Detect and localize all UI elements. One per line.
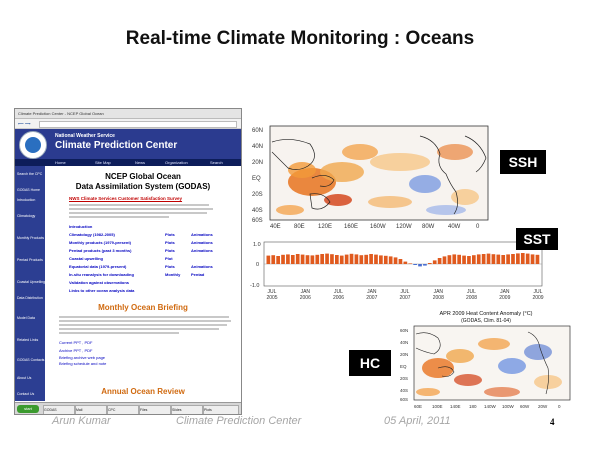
sst-bar [467, 256, 471, 264]
sst-x-label: JAN 2006 [299, 289, 311, 300]
sst-bar [394, 257, 398, 264]
product-link[interactable]: Pentad products (past 3 months) [69, 248, 132, 253]
sst-bar [482, 254, 486, 264]
hc-lat-label: 40N [400, 340, 409, 345]
hc-label: HC [349, 350, 391, 376]
product-list-item[interactable] [69, 288, 239, 295]
product-link[interactable]: Validation against observations [69, 280, 130, 285]
taskbar-item[interactable]: Files [139, 405, 171, 415]
sst-bar [350, 254, 354, 264]
product-link[interactable]: Coastal upwelling [69, 256, 104, 261]
product-list-item[interactable] [69, 240, 239, 247]
sst-y-tick: -1.0 [250, 283, 260, 289]
sst-x-label: JUL 2005 [266, 289, 278, 300]
product-link[interactable]: Introduction [69, 224, 93, 229]
product-list-item[interactable] [69, 280, 239, 287]
hc-lon-label: 100W [502, 404, 514, 409]
ssh-lat-label: 20S [252, 192, 263, 198]
cpc-title: Climate Prediction Center [55, 140, 178, 151]
ssh-lat-label: 60S [252, 218, 263, 224]
agency-label: National Weather Service [55, 133, 115, 139]
ssh-lon-label: 120W [396, 224, 412, 230]
product-plots-link[interactable]: Monthly [165, 272, 181, 277]
sidebar-item[interactable]: Search the CPC [17, 172, 43, 176]
sst-bar [301, 255, 305, 264]
sst-bar [369, 254, 373, 264]
taskbar-item[interactable]: Mail [75, 405, 107, 415]
sst-x-label: JAN 2009 [499, 289, 511, 300]
product-animations-link[interactable]: Animations [191, 248, 213, 253]
sst-bar [335, 255, 339, 264]
cpc-navbar [15, 159, 241, 166]
sst-bar [404, 262, 408, 264]
sst-bar [477, 254, 481, 264]
sidebar-item[interactable]: GODAS Home [17, 188, 40, 192]
sst-bar [389, 256, 393, 264]
product-animations-link[interactable]: Animations [191, 232, 213, 237]
product-animations-link[interactable]: Animations [191, 264, 213, 269]
hc-lat-label: EQ [400, 364, 407, 369]
ssh-lon-label: 120E [318, 224, 333, 230]
survey-link[interactable]: NWS Climate Services Customer Satisfaction Survey [69, 196, 183, 201]
hc-lon-label: 100E [432, 404, 443, 409]
product-link[interactable]: Monthly products (1979-present) [69, 240, 132, 245]
ssh-lon-label: 160W [370, 224, 386, 230]
sst-bar [276, 256, 280, 264]
sst-bar [306, 255, 310, 264]
sst-bar [267, 256, 271, 264]
sst-x-labels [266, 289, 543, 300]
sst-bar [487, 254, 491, 264]
sidebar-item[interactable]: Coastal Upwelling [17, 280, 46, 284]
sst-bar [271, 255, 275, 264]
current-ppt-link[interactable]: Current PPT , PDF [59, 340, 93, 345]
sst-x-label: JAN 2007 [366, 289, 378, 300]
product-animations-link[interactable]: Pentad [191, 272, 205, 277]
sst-bar [521, 253, 525, 264]
briefing-schedule-link[interactable]: Briefing schedule and note [59, 361, 107, 366]
hc-lon-label: 180 [469, 404, 477, 409]
hc-lon-labels [414, 404, 561, 409]
hc-lon-label: 60W [520, 404, 530, 409]
product-animations-link[interactable]: Animations [191, 240, 213, 245]
hc-lon-label: 140E [450, 404, 461, 409]
hc-lat-label: 20N [400, 352, 409, 357]
sst-bar [281, 255, 285, 264]
browser-titlebar [15, 109, 241, 119]
ssh-label: SSH [500, 150, 546, 174]
sst-bar [511, 254, 515, 264]
sst-bar [443, 256, 447, 264]
cpc-sidebar [15, 166, 45, 401]
hc-lat-label: 60N [400, 328, 409, 333]
ssh-lat-label: 40S [252, 208, 263, 214]
sst-bar [374, 255, 378, 264]
sst-bar [399, 259, 403, 264]
hc-title: APR 2009 Heat Content Anomaly (°C) [439, 311, 533, 317]
sst-x-label: JUL 2008 [465, 289, 478, 300]
sst-bar [462, 256, 466, 264]
sst-bar [413, 264, 417, 265]
sst-bar [408, 263, 412, 264]
noaa-logo-icon [19, 131, 47, 159]
sst-bar [311, 255, 315, 264]
sst-bar [496, 255, 500, 264]
product-plots-link[interactable]: Plots [165, 232, 175, 237]
product-list-item[interactable] [69, 256, 239, 263]
sst-bar [359, 255, 363, 264]
sst-x-label: JUL 2006 [332, 289, 345, 300]
cpc-header [15, 129, 241, 159]
page-heading-2: Data Assimilation System (GODAS) [75, 182, 211, 191]
page-heading-1: NCEP Global Ocean [105, 172, 181, 181]
nav-home[interactable]: Home [55, 160, 66, 165]
hc-lat-labels [400, 328, 408, 402]
hc-subtitle: (GODAS, Clim. 81-04) [461, 318, 511, 324]
nav-search[interactable]: Search [210, 160, 223, 165]
product-plots-link[interactable]: Plots [165, 248, 175, 253]
sidebar-item[interactable]: Contact Us [17, 392, 35, 396]
hc-lon-label: 20W [538, 404, 548, 409]
product-list-item[interactable] [69, 272, 239, 279]
sst-bar [516, 253, 520, 264]
hc-lon-label: 60E [414, 404, 423, 409]
ssh-lat-label: 20N [252, 160, 264, 166]
product-list-item[interactable] [69, 224, 239, 231]
product-list-item[interactable] [69, 248, 239, 255]
sidebar-item[interactable]: Data Distribution [17, 296, 43, 300]
cpc-content [45, 166, 241, 401]
sst-bar [315, 255, 319, 264]
sst-bar [355, 254, 359, 264]
browser-tab-title: Climate Prediction Center - NCEP Global Ocean [18, 111, 104, 116]
sst-bar [364, 255, 368, 264]
sst-bar [325, 254, 329, 264]
sst-bar [320, 254, 324, 264]
sst-bar [531, 254, 535, 264]
taskbar-item[interactable]: GODAS [43, 405, 75, 415]
sidebar-item[interactable]: Model Data [17, 316, 35, 320]
product-list-item[interactable] [69, 232, 239, 239]
hc-lat-label: 60S [400, 397, 409, 402]
briefing-archive-link[interactable]: Briefing archive web page [59, 355, 106, 360]
ssh-lat-label: 40N [252, 144, 264, 150]
sst-x-label: JUL 2009 [532, 289, 544, 300]
sst-bar [423, 264, 427, 266]
slide-title: Real-time Climate Monitoring : Oceans [125, 28, 475, 49]
review-title: Annual Ocean Review [101, 387, 185, 396]
ssh-lat-label: 60N [252, 128, 264, 134]
nav-news[interactable]: News [135, 160, 146, 165]
sst-bar [428, 263, 432, 264]
taskbar [15, 402, 241, 415]
page-number: 4 [550, 417, 555, 427]
sst-bar [345, 255, 349, 264]
sst-bar [506, 254, 510, 264]
ssh-map [250, 122, 496, 230]
start-button[interactable]: start [17, 405, 39, 413]
hc-map [398, 308, 574, 412]
ssh-lon-labels [270, 224, 480, 230]
sst-label: SST [516, 228, 558, 250]
footer-org: Climate Prediction Center [176, 415, 302, 427]
sst-bar [291, 255, 295, 264]
hc-lon-label: 0 [558, 404, 561, 409]
sst-bar [492, 254, 496, 264]
footer-author: Arun Kumar [52, 415, 111, 427]
sidebar-item[interactable]: About Us [17, 376, 32, 380]
nav-organization[interactable]: Organization [165, 160, 188, 165]
sst-bar [452, 254, 456, 264]
sst-y-ticks [250, 242, 261, 289]
sst-bar [340, 256, 344, 264]
sst-bar [472, 255, 476, 264]
product-plots-link[interactable]: Plots [165, 264, 175, 269]
sst-bar [536, 255, 540, 264]
taskbar-item[interactable]: Plots [203, 405, 239, 415]
ssh-lat-label: EQ [252, 176, 261, 182]
ssh-lon-label: 40E [270, 224, 281, 230]
sst-bar [296, 254, 300, 264]
sst-bar [379, 255, 383, 264]
sst-y-tick: 1.0 [253, 242, 261, 248]
hc-lat-label: 20S [400, 376, 409, 381]
sidebar-item[interactable]: Related Links [17, 338, 39, 342]
sst-bar [384, 256, 388, 264]
sidebar-item[interactable]: Monthly Products [17, 236, 45, 240]
sidebar-item[interactable]: Introduction [17, 198, 36, 202]
taskbar-item[interactable]: CPC [107, 405, 139, 415]
ssh-lon-label: 40W [448, 224, 461, 230]
hc-lat-label: 40S [400, 388, 409, 393]
ssh-lon-label: 0 [476, 224, 480, 230]
product-link[interactable]: Links to other ocean analysis data [69, 288, 135, 293]
sidebar-item[interactable]: GODAS Contacts [17, 358, 45, 362]
browser-toolbar: ⟵ ⟶ [15, 119, 241, 129]
sst-x-label: JAN 2008 [432, 289, 444, 300]
footer-date: 05 April, 2011 [384, 415, 451, 427]
address-bar[interactable] [39, 121, 237, 128]
sst-bar [457, 255, 461, 264]
sst-bar [433, 260, 437, 264]
sst-x-label: JUL 2007 [399, 289, 411, 300]
product-plots-link[interactable]: Plot [165, 256, 173, 261]
ssh-lon-label: 80W [422, 224, 435, 230]
ssh-lon-label: 80E [294, 224, 305, 230]
sst-bar [418, 264, 422, 266]
product-link[interactable]: Climatology (1982-2005) [69, 232, 115, 237]
sidebar-item[interactable]: Climatology [17, 214, 36, 218]
sst-bar [526, 254, 530, 264]
hc-lon-label: 140W [484, 404, 496, 409]
nav-site-map[interactable]: Site Map [95, 160, 111, 165]
sst-bar [286, 254, 290, 264]
product-list-item[interactable] [69, 264, 239, 271]
sst-bar [501, 255, 505, 264]
archive-ppt-link[interactable]: Archive PPT , PDF [59, 348, 93, 353]
ssh-lon-label: 160E [344, 224, 359, 230]
browser-screenshot [14, 108, 242, 415]
briefing-title: Monthly Ocean Briefing [98, 303, 188, 312]
ssh-lat-labels [252, 128, 263, 224]
product-link[interactable]: Equatorial data (1979-present) [69, 264, 127, 269]
sst-bar [448, 255, 452, 264]
sst-bar [330, 254, 334, 264]
sidebar-item[interactable]: Pentad Products [17, 258, 43, 262]
taskbar-item[interactable]: Slides [171, 405, 203, 415]
sst-bar [438, 258, 442, 264]
product-plots-link[interactable]: Plots [165, 240, 175, 245]
sst-y-tick: 0 [256, 262, 260, 268]
product-link[interactable]: In-situ reanalysis for downloading [69, 272, 134, 277]
